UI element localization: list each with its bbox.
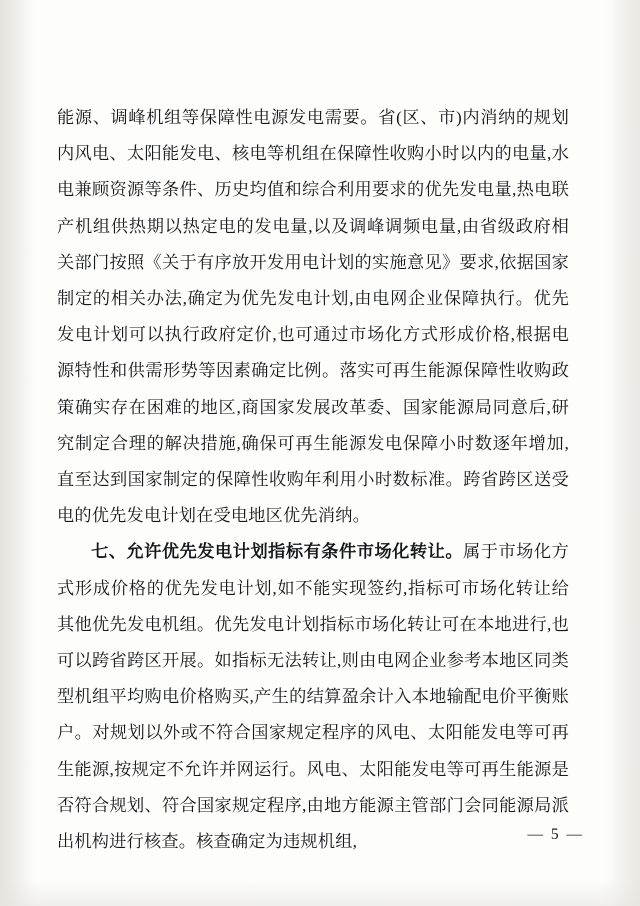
page-edge-shadow-left: [0, 0, 34, 906]
page-edge-shadow-right: [610, 0, 640, 906]
section-seven-text: 属于市场化方式形成价格的优先发电计划,如不能实现签约,指标可市场化转让给其他优先发电机组。优先发电计划指标市场化转让可在本地进行,也可以跨省跨区开展。如指标无法转让,则由电网企业参考本地区同类型机组平均购电价格购买,产生的结算盈余计入本地输配电价平衡账户。对规划以外或不符合国家规定程序的风电、太阳能发电等可再生能源,按规定不允许并网运行。风电、太阳能发电等可再生能源是否符合规划、符合国家规定程序,由地方能源主管部门会同能源局派出机构进行核查。核查确定为违规机组,: [57, 542, 569, 852]
section-heading-seven: 七、允许优先发电计划指标有条件市场化转让。: [91, 542, 464, 562]
paragraph-section-seven: [57, 534, 569, 860]
page-edge-shadow-bottom: [0, 880, 640, 906]
document-body: [57, 100, 569, 860]
paragraph-continued: 能源、调峰机组等保障性电源发电需要。省(区、市)内消纳的规划内风电、太阳能发电、核电等机组在保障性收购小时以内的电量,水电兼顾资源等条件、历史均值和综合利用要求的优先发电量,热电联产机组供热期以热定电的发电量,以及调峰调频电量,由省级政府相关部门按照《关于有序放开发用电计划的实施意见》要求,依据国家制定的相关办法,确定为优先发电计划,由电网企业保障执行。优先发电计划可以执行政府定价,也可通过市场化方式形成价格,根据电源特性和供需形势等因素确定比例。落实可再生能源保障性收购政策确实存在困难的地区,商国家发展改革委、国家能源局同意后,研究制定合理的解决措施,确保可再生能源发电保障小时数逐年增加,直至达到国家制定的保障性收购年利用小时数标准。跨省跨区送受电的优先发电计划在受电地区优先消纳。: [57, 108, 569, 526]
page-number: — 5 —: [527, 826, 584, 843]
